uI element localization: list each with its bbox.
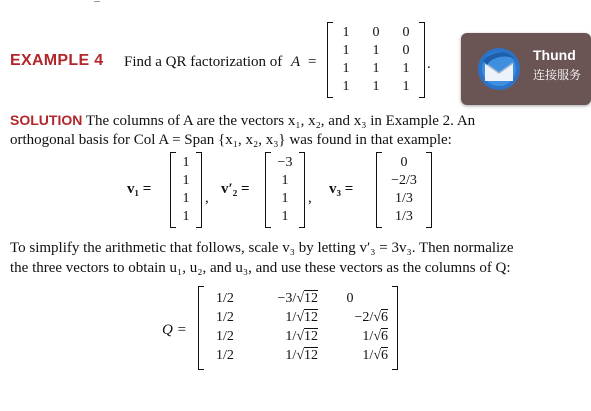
vector-v2-prime — [265, 152, 305, 228]
sqrt-symbol: √ — [296, 291, 304, 306]
q-col2-numerator: 1/ — [285, 310, 297, 325]
thunderbird-notification[interactable] — [461, 33, 591, 105]
sqrt-symbol: √ — [296, 348, 304, 363]
matrix-a-cell: 0 — [402, 43, 410, 58]
q-cell-col2 — [256, 291, 318, 307]
cutoff-text-fragment — [94, 0, 100, 2]
matrix-a-right-bracket — [419, 22, 425, 98]
v1-label: v₁ = — [127, 181, 152, 197]
matrix-a-cell: 1 — [402, 61, 410, 76]
example-period: . — [427, 56, 431, 72]
matrix-a-cell: 1 — [372, 61, 380, 76]
v1-entry: 1 — [182, 173, 190, 188]
paragraph-line-2: the three vectors to obtain u₁, u₂, and u₃, and use these vectors as the columns of Q: — [10, 260, 511, 276]
v1-entry: 1 — [182, 191, 190, 206]
q-col2-radicand: 12 — [304, 329, 318, 344]
matrix-a-symbol: A — [291, 54, 301, 70]
q-col2-numerator: −3/ — [277, 291, 297, 306]
sqrt-symbol: √ — [373, 348, 381, 363]
notification-title: Thund — [533, 47, 576, 63]
solution-label: SOLUTION — [10, 112, 83, 128]
matrix-a-cell: 1 — [342, 79, 350, 94]
matrix-a-cell: 1 — [402, 79, 410, 94]
notification-body: 连接服务 — [533, 68, 582, 82]
matrix-a-cell: 1 — [342, 43, 350, 58]
q-cell-col1: 1/2 — [216, 329, 234, 344]
solution-text-1: The columns of A are the vectors x₁, x₂, and x₃ in Example 2. An — [85, 113, 476, 129]
q-cell-col3 — [330, 348, 388, 364]
solution-line-1 — [10, 110, 560, 131]
q-col3-numerator: 1/ — [362, 329, 374, 344]
q-col3-radicand: 6 — [381, 310, 388, 325]
v1-entry: 1 — [182, 209, 190, 224]
q-col2-numerator: 1/ — [285, 329, 297, 344]
sqrt-symbol: √ — [296, 329, 304, 344]
v3-entry: 0 — [400, 155, 408, 170]
q-left-bracket — [198, 286, 204, 370]
q-cell-col2 — [256, 348, 318, 364]
example-text: Find a QR factorization of — [124, 54, 283, 70]
v1-entry: 1 — [182, 155, 190, 170]
thunderbird-icon — [475, 45, 523, 93]
q-col2-radicand: 12 — [304, 348, 318, 363]
matrix-a-cell: 1 — [372, 43, 380, 58]
q-cell-col3 — [330, 291, 370, 307]
q-col2-radicand: 12 — [304, 291, 318, 306]
matrix-a-cell: 0 — [372, 25, 380, 40]
matrix-q — [198, 286, 398, 370]
v3-entry: 1/3 — [395, 209, 413, 224]
v3-entry: 1/3 — [395, 191, 413, 206]
q-col3-radicand: 6 — [381, 329, 388, 344]
q-cell-col1: 1/2 — [216, 291, 234, 306]
q-cell-col1: 1/2 — [216, 310, 234, 325]
paragraph-line-1: To simplify the arithmetic that follows, scale v₃ by letting v′₃ = 3v₃. Then normalize — [10, 240, 514, 256]
q-col3-numerator: 0 — [346, 291, 354, 306]
matrix-a — [327, 22, 425, 98]
v2-entry: 1 — [281, 209, 289, 224]
matrix-a-cell: 1 — [342, 61, 350, 76]
q-col2-numerator: 1/ — [285, 348, 297, 363]
q-cell-col3 — [330, 310, 388, 326]
v3-entry: −2/3 — [391, 173, 417, 188]
q-cell-col3 — [330, 329, 388, 345]
sqrt-symbol: √ — [373, 310, 381, 325]
solution-line-2: orthogonal basis for Col A = Span {x₁, x₂, x₃} was found in that example: — [10, 132, 452, 148]
v2-label: v′₂ = — [221, 181, 250, 197]
equals-sign: = — [308, 54, 317, 70]
example-label: EXAMPLE 4 — [10, 52, 104, 69]
vector-v3 — [376, 152, 432, 228]
matrix-a-cell: 1 — [372, 79, 380, 94]
v1-comma: , — [205, 190, 209, 206]
q-cell-col2 — [256, 329, 318, 345]
q-col2-radicand: 12 — [304, 310, 318, 325]
q-col3-numerator: 1/ — [362, 348, 374, 363]
matrix-a-cell: 0 — [402, 25, 410, 40]
v2-entry: −3 — [277, 155, 293, 170]
v3-label: v₃ = — [329, 181, 354, 197]
q-col3-radicand: 6 — [381, 348, 388, 363]
vector-v1 — [170, 152, 202, 228]
v2-entry: 1 — [281, 191, 289, 206]
q-cell-col2 — [256, 310, 318, 326]
q-right-bracket — [392, 286, 398, 370]
sqrt-symbol: √ — [296, 310, 304, 325]
v2-comma: , — [308, 190, 312, 206]
sqrt-symbol: √ — [373, 329, 381, 344]
matrix-a-left-bracket — [327, 22, 333, 98]
q-label: Q = — [162, 322, 187, 338]
q-col3-numerator: −2/ — [354, 310, 374, 325]
q-cell-col1: 1/2 — [216, 348, 234, 363]
matrix-a-cell: 1 — [342, 25, 350, 40]
v2-entry: 1 — [281, 173, 289, 188]
